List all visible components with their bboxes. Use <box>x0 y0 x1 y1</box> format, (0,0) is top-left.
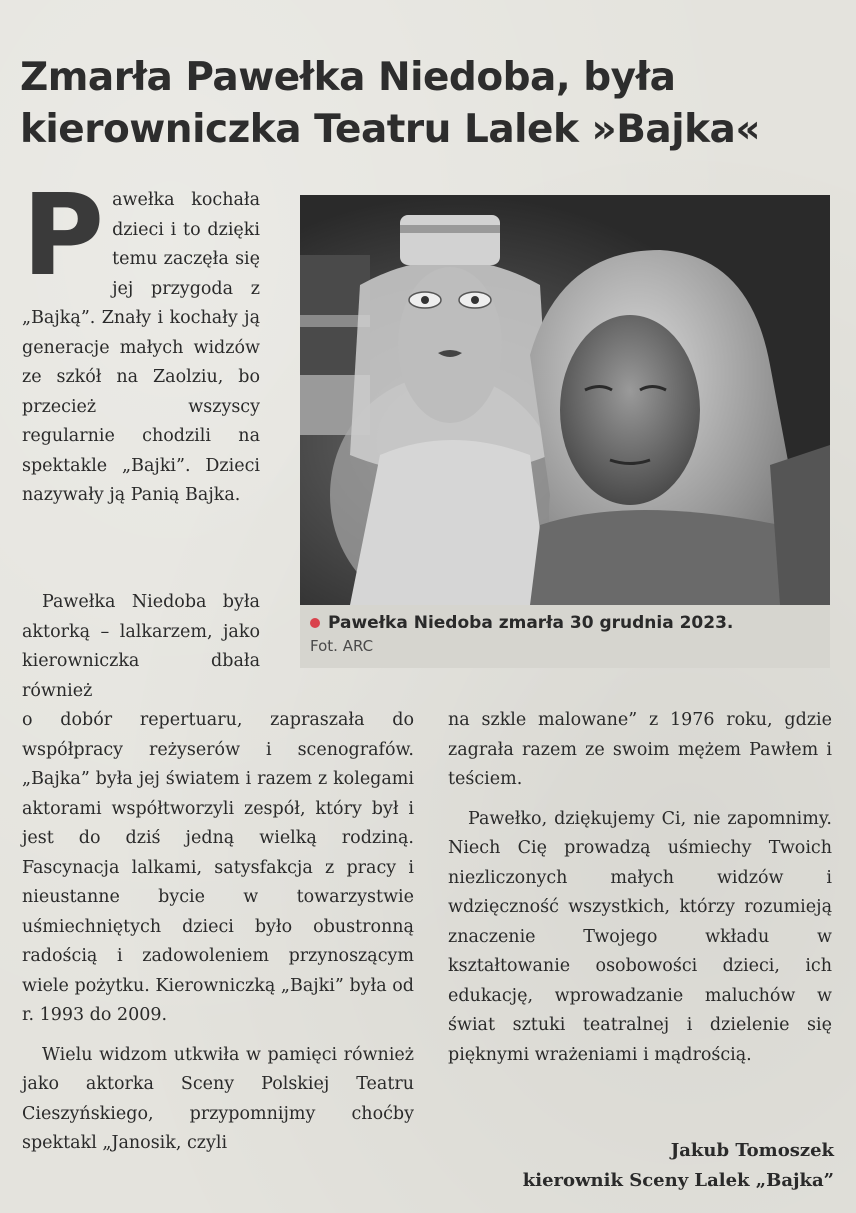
photo-caption <box>310 613 820 655</box>
caption-text: Pawełka Niedoba zmarła 30 grudnia 2023. <box>328 613 734 633</box>
author-signature <box>414 1136 834 1196</box>
author-role: kierownik Sceny Lalek „Bajka” <box>522 1170 834 1191</box>
paragraph-4: Pawełko, dziękujemy Ci, nie zapomnimy. Niech Cię prowadzą uśmiechy Twoich niezliczonych małych widzów i wdzięczność wszystkich, którzy rozumieją znaczenie Twojego wkładu w kształtowanie osobowości dzieci, ich edukację, wprowadzanie maluchów w świat sztuki teatralnej i dzielenie się pięknymi wrażeniami i mądrością. <box>448 808 832 1065</box>
headline <box>20 52 820 156</box>
photo-image <box>300 195 830 605</box>
photo-figure <box>300 195 830 668</box>
lead-text: awełka kochała dzieci i to dzięki temu zaczęła się jej przygoda z „Bajką”. Znały i kochały ją generacje małych widzów ze szkół na Zaolziu, bo przecież wszyscy regularnie chodzili na spektakle „Bajki”. Dzieci nazywały ją Panią Bajka. <box>22 190 260 505</box>
paragraph-2-narrow <box>22 588 260 706</box>
paragraph-3-continued: na szkle malowane” z 1976 roku, gdzie zagrała razem ze swoim mężem Pawłem i teściem. <box>448 710 832 789</box>
photo-credit: Fot. ARC <box>310 637 374 655</box>
left-column-continued <box>22 706 414 1159</box>
paragraph-2-start: Pawełka Niedoba była aktorką – lalkarzem, jako kierowniczka dbała również <box>22 592 260 701</box>
author-name: Jakub Tomoszek <box>670 1140 834 1161</box>
caption-bullet-icon <box>310 618 320 628</box>
paragraph-3: Wielu widzom utkwiła w pamięci również jako aktorka Sceny Polskiej Teatru Cieszyńskiego, przypomnijmy choćby spektakl „Janosik, czyli <box>22 1044 414 1153</box>
drop-cap: P <box>22 171 105 301</box>
right-column <box>448 706 832 1070</box>
puppet-and-woman-photo <box>300 195 830 605</box>
headline-line-2: kierowniczka Teatru Lalek »Bajka« <box>20 107 761 152</box>
headline-line-1: Zmarła Pawełka Niedoba, była <box>20 55 676 100</box>
lead-paragraph <box>22 171 260 511</box>
paragraph-2-continued: o dobór repertuaru, zapraszała do współpracy reżyserów i scenografów. „Bajka” była jej światem i razem z kolegami aktorami współtworzyli zespół, który był i jest do dziś jedną wielką rodziną. Fascynacja lalkami, satysfakcja z pracy i nieustanne bycie w towarzystwie uśmiechniętych dzieci było obustronną radością i zadowoleniem przynoszącym wiele pożytku. Kierowniczką „Bajki” była od r. 1993 do 2009. <box>22 710 414 1025</box>
